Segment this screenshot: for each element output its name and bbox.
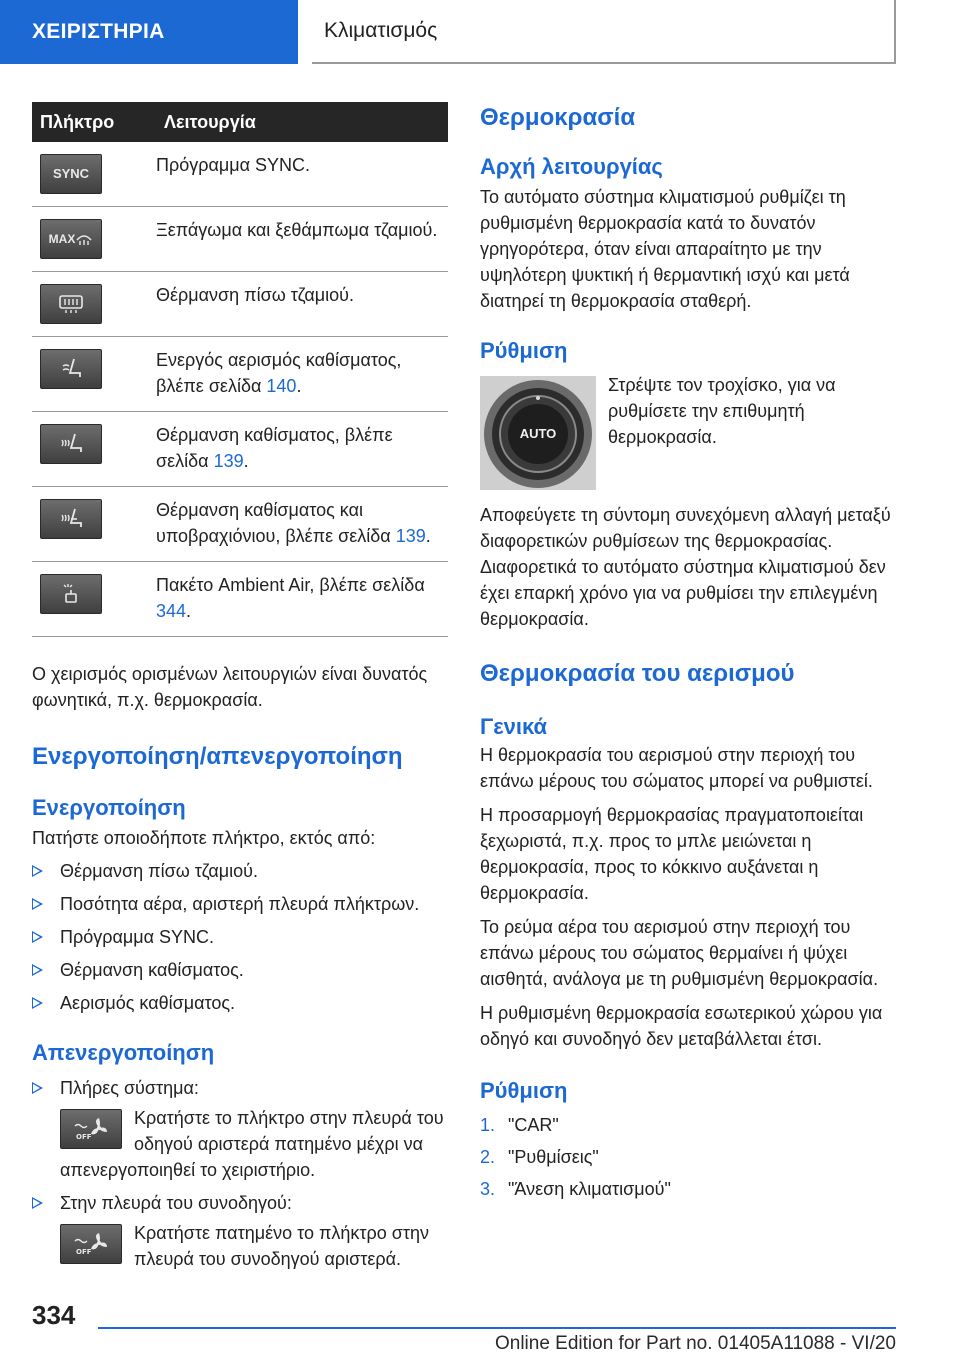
page-link-140[interactable]: 140 [266,376,297,396]
left-column [32,102,448,1272]
list-item: 3. "Άνεση κλιματισμού" [480,1179,671,1199]
table-row [32,272,448,337]
heading-deactivation: Απενεργοποίηση [32,1040,215,1065]
heading-principle: Αρχή λειτουργίας [480,154,663,179]
table-row: Θέρμανση καθίσματος, βλέπε σελίδα 139. [32,412,448,487]
footer-divider [98,1327,896,1329]
list-item: Αερισμός καθίσματος. [32,990,448,1016]
table-row [32,142,448,207]
list-item: Ποσότητα αέρα, αριστερή πλευρά πλήκτρων. [32,891,448,917]
sync-key-icon: SYNC [40,154,102,194]
list-item: Θέρμανση καθίσματος. [32,957,448,983]
seat-ventilation-key-icon [40,349,102,389]
activation-intro: Πατήστε οποιοδήποτε πλήκτρο, εκτός από: [32,828,376,848]
principle-text: Το αυτόματο σύστημα κλιματισμού ρυθμίζει τη ρυθμισμένη θερμοκρασία κατά το δυνατόν γρηγορότερα, όταν είναι απαραίτητο με την υψηλότερη ψυκτική ή θερμαντική ισχύ και μετά διατηρεί τη θερμοκρασία σταθερή. [480,187,850,311]
chapter-title: Κλιματισμός [312,0,896,64]
seat-armrest-heating-key-icon [40,499,102,539]
fan-off-key-icon [60,1224,122,1264]
row-text: Θέρμανση πίσω τζαμιού. [156,285,354,305]
page-link-139b[interactable]: 139 [395,526,426,546]
table-row: Ενεργός αερισμός καθίσματος, βλέπε σελίδα 140. [32,337,448,412]
list-item: 2. "Ρυθμίσεις" [480,1147,599,1167]
heading-setting: Ρύθμιση [480,338,568,363]
list-item: 1. "CAR" [480,1115,559,1135]
row-text: Πρόγραμμα SYNC. [156,155,311,175]
page-link-344[interactable]: 344 [156,601,187,621]
list-item: Θέρμανση πίσω τζαμιού. [32,858,448,884]
fan-off-key-icon [60,1109,122,1149]
heading-activation: Ενεργοποίηση [32,795,186,820]
ambient-air-key-icon [40,574,102,614]
heading-vent-temperature: Θερμοκρασία του αερισμού [480,660,795,687]
svg-text:OFF: OFF [76,1133,92,1141]
general-paragraph: Η ρυθμισμένη θερμοκρασία εσωτερικού χώρου για οδηγό και συνοδηγό δεν μεταβάλλεται έτσι. [480,1003,883,1049]
section-tab: ΧΕΙΡΙΣΤΗΡΙΑ [0,0,298,64]
deactivation-list-2 [32,1190,448,1216]
table-row: Θέρμανση καθίσματος και υποβραχιόνιου, βλέπε σελίδα 139. [32,487,448,562]
deactivation-full-text: OFF Κρατήστε το πλήκτρο στην πλευρά του οδηγού αριστερά πατημένο μέχρι να απενεργοποιηθεί το χειριστήριο. [60,1108,444,1180]
list-item: Στην πλευρά του συνοδηγού: [32,1190,448,1216]
table-row [32,207,448,272]
row-text: Ενεργός αερισμός καθίσματος, βλέπε σελίδα [156,350,402,396]
auto-knob-image [480,376,596,490]
setting-steps-list [480,1112,896,1202]
general-paragraph: Η προσαρμογή θερμοκρασίας πραγματοποιείται ξεχωριστά, π.χ. προς το μπλε μειώνεται η θερμοκρασία, προς το κόκκινο αυξάνεται η θερμοκρασία. [480,805,864,903]
row-text: Ξεπάγωμα και ξεθάμπωμα τζαμιού. [156,220,438,240]
heading-general: Γενικά [480,714,548,739]
rear-window-heating-key-icon [40,284,102,324]
svg-text:OFF: OFF [76,1248,92,1256]
deactivation-list [32,1075,448,1101]
general-paragraph: Η θερμοκρασία του αερισμού στην περιοχή του επάνω μέρους του σώματος μπορεί να ρυθμιστεί. [480,745,873,791]
table-header-function: Λειτουργία [152,102,448,142]
voice-note: Ο χειρισμός ορισμένων λειτουργιών είναι δυνατός φωνητικά, π.χ. θερμοκρασία. [32,664,428,710]
setting-text: Στρέψτε τον τροχίσκο, για να ρυθμίσετε την επιθυμητή θερμοκρασία. [608,375,836,447]
avoid-text: Αποφεύγετε τη σύντομη συνεχόμενη αλλαγή μεταξύ διαφορετικών ρυθμίσεων της θερμοκρασίας. Διαφορετικά το αυτόματο σύστημα κλιματισμού δεν έχει επαρκή χρόνο για να ρυθμίσει την επιλεγμένη θερμοκρασία. [480,505,891,629]
max-defrost-key-icon: MAX [40,219,102,259]
page-number: 334 [32,1300,76,1330]
general-paragraph: Το ρεύμα αέρα του αερισμού στην περιοχή του επάνω μέρους του σώματος θερμαίνει ή ψύχει αισθητά, ανάλογα με τη ρυθμισμένη θερμοκρασία. [480,917,879,989]
deactivation-passenger-text: OFF Κρατήστε πατημένο το πλήκτρο στην πλευρά του συνοδηγού αριστερά. [60,1220,448,1272]
table-header-key: Πλήκτρο [32,102,152,142]
heading-temperature: Θερμοκρασία [480,104,636,131]
seat-heating-key-icon [40,424,102,464]
row-text: Πακέτο Ambient Air, βλέπε σελίδα [156,575,425,595]
auto-label: AUTO [519,426,557,441]
page-link-139[interactable]: 139 [213,451,244,471]
activation-exceptions-list [32,858,448,1016]
right-column [480,102,896,1202]
table-row: Πακέτο Ambient Air, βλέπε σελίδα 344. [32,562,448,637]
key-function-table [32,102,448,637]
list-item: Πλήρες σύστημα: [32,1075,448,1101]
heading-on-off: Ενεργοποίηση/απενεργοποίηση [32,743,403,770]
row-text: Θέρμανση καθίσματος, βλέπε σελίδα [156,425,393,471]
setting-block [480,372,896,450]
heading-setting-2: Ρύθμιση [480,1078,568,1103]
edition-note: Online Edition for Part no. 01405A11088 - VI/20 [494,1333,896,1354]
row-text: Θέρμανση καθίσματος και υποβραχιόνιου, βλέπε σελίδα [156,500,396,546]
list-item: Πρόγραμμα SYNC. [32,924,448,950]
